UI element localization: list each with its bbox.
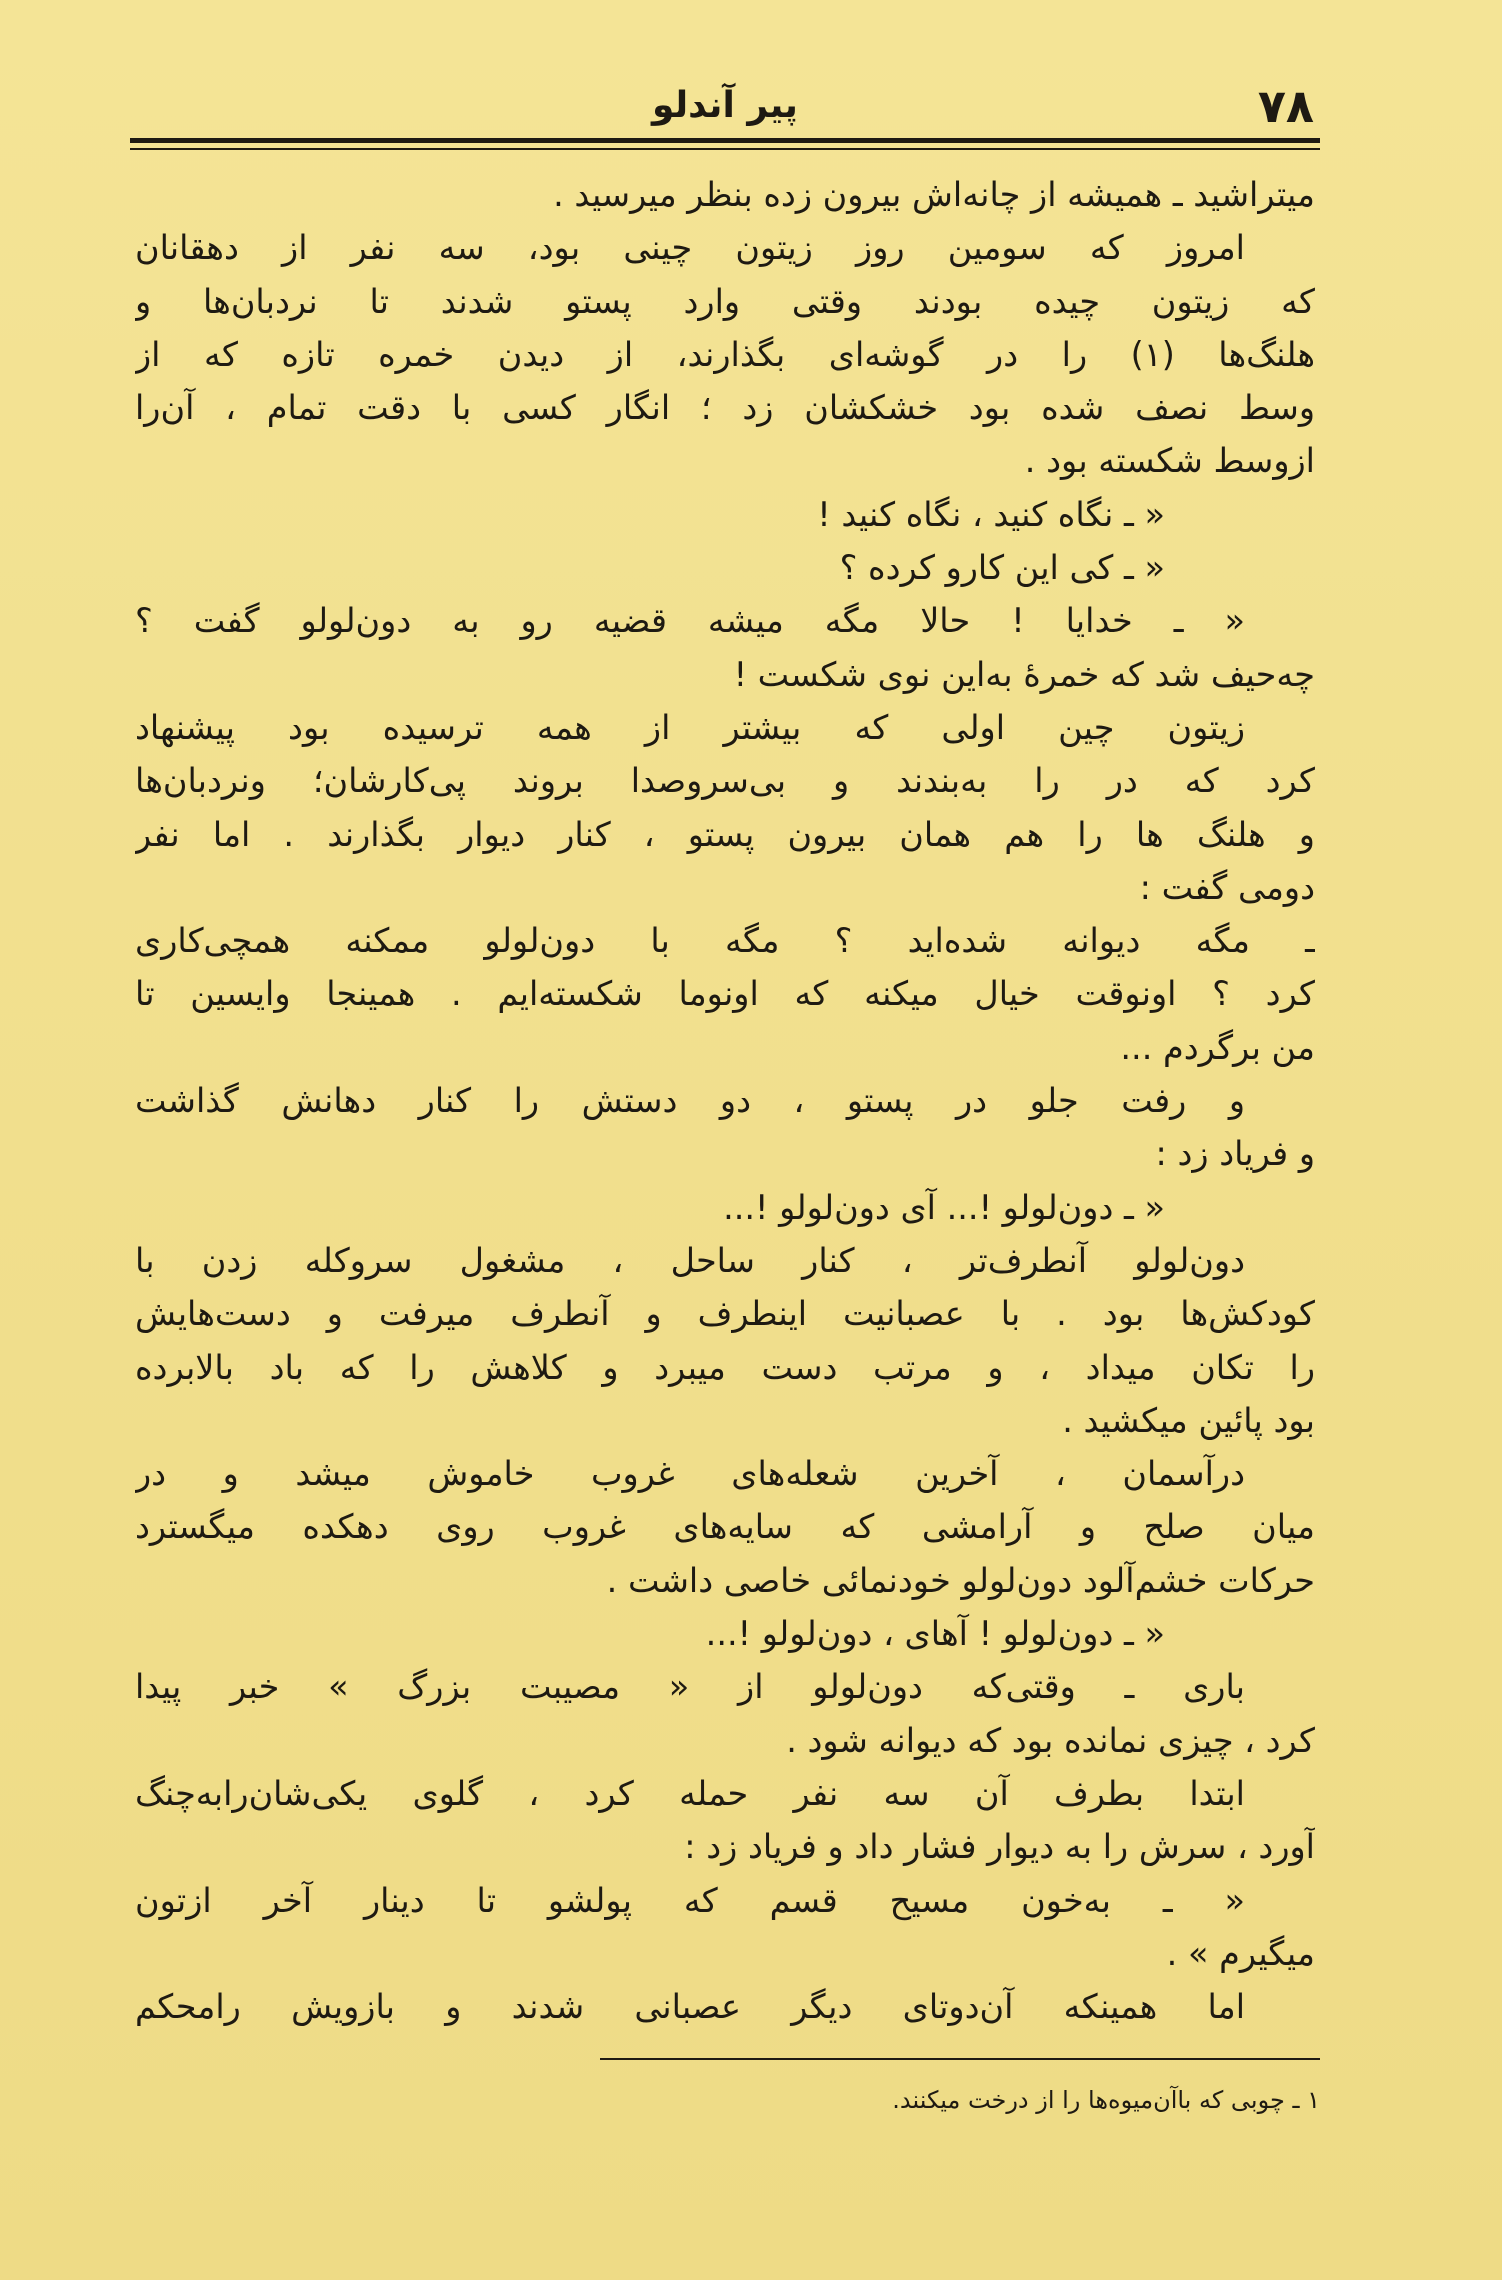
text-line: ـ مگه دیوانه شده‌اید ؟ مگه با دون‌لولو ممکنه همچی‌کاری [135,921,1315,961]
text-line: « ـ خدایا ! حالا مگه میشه قضیه رو به دون‌لولو گفت ؟ [135,601,1245,641]
text-line: « ـ نگاه کنید ، نگاه کنید ! [817,494,1165,534]
text-line: دون‌لولو آنطرف‌تر ، کنار ساحل ، مشغول سروکله زدن با [135,1240,1245,1280]
text-line: « ـ کی این کارو کرده ؟ [839,548,1165,588]
text-line: درآسمان ، آخرین شعله‌های غروب خاموش میشد و در [135,1454,1245,1494]
text-line: کرد که در را به‌بندند و بی‌سروصدا بروند پی‌کارشان؛ ونردبان‌ها [135,761,1315,801]
body-text [135,168,1315,2033]
text-line: هلنگ‌ها (۱) را در گوشه‌ای بگذارند، از دیدن خمره تازه که از [135,334,1315,374]
text-line: چه‌حیف شد که خمرهٔ به‌این نوی شکست ! [733,654,1315,694]
page-number: ۷۸ [1257,79,1314,133]
footnote-rule [600,2058,1320,2060]
text-line: حرکات خشم‌آلود دون‌لولو خودنمائی خاصی داشت . [606,1560,1315,1600]
text-line: بود پائین میکشید . [1062,1400,1315,1440]
text-line: باری ـ وقتی‌که دون‌لولو از « مصیبت بزرگ » خبر پیدا [135,1667,1245,1707]
running-title: پیر آندلو [652,85,798,126]
page-header [130,80,1320,132]
text-line: کودکش‌ها بود . با عصبانیت اینطرف و آنطرف میرفت و دست‌هایش [135,1294,1315,1334]
text-line: و فریاد زد : [1155,1134,1315,1174]
text-line: اما همینکه آن‌دوتای دیگر عصبانی شدند و بازویش رامحکم [135,1987,1245,2027]
text-line: امروز که سومین روز زیتون چینی بود، سه نفر از دهقانان [135,228,1245,268]
text-line: و رفت جلو در پستو ، دو دستش را کنار دهانش گذاشت [135,1081,1245,1121]
text-line: آورد ، سرش را به دیوار فشار داد و فریاد زد : [684,1827,1315,1867]
text-line: که زیتون چیده بودند وقتی وارد پستو شدند تا نردبان‌ها و [135,281,1315,321]
text-line: کرد ؟ اونوقت خیال میکنه که اونوما شکسته‌ایم . همینجا وایسین تا [135,974,1315,1014]
text-line: و هلنگ ها را هم همان بیرون پستو ، کنار دیوار بگذارند . اما نفر [135,814,1315,854]
text-line: را تکان میداد ، و مرتب دست میبرد و کلاهش را که باد بالابرده [135,1347,1315,1387]
footnote: ۱ ـ چوبی که باآن‌میوه‌ها را از درخت میکنند. [892,2086,1320,2114]
header-rule-thin [130,148,1320,150]
text-line: « ـ دون‌لولو ! آهای ، دون‌لولو !... [705,1614,1165,1654]
text-line: زیتون چین اولی که بیشتر از همه ترسیده بود پیشنهاد [135,707,1245,747]
text-line: وسط نصف شده بود خشکشان زد ؛ انگار کسی با دقت تمام ، آن‌را [135,388,1315,428]
text-line: من برگردم ... [1120,1027,1315,1067]
text-line: ازوسط شکسته بود . [1024,441,1315,481]
text-line: « ـ دون‌لولو !... آی دون‌لولو !... [723,1187,1165,1227]
text-line: کرد ، چیزی نمانده بود که دیوانه شود . [786,1720,1315,1760]
text-line: میان صلح و آرامشی که سایه‌های غروب روی دهکده میگسترد [135,1507,1315,1547]
text-line: میگیرم » . [1166,1933,1315,1973]
text-line: ابتدا بطرف آن سه نفر حمله کرد ، گلوی یکی‌شان‌رابه‌چنگ [135,1773,1245,1813]
text-line: « ـ به‌خون مسیح قسم که پولشو تا دینار آخر ازتون [135,1880,1245,1920]
header-rule [130,138,1320,143]
text-line: میتراشید ـ همیشه از چانه‌اش بیرون زده بنظر میرسید . [553,175,1315,214]
text-line: دومی گفت : [1139,867,1315,907]
